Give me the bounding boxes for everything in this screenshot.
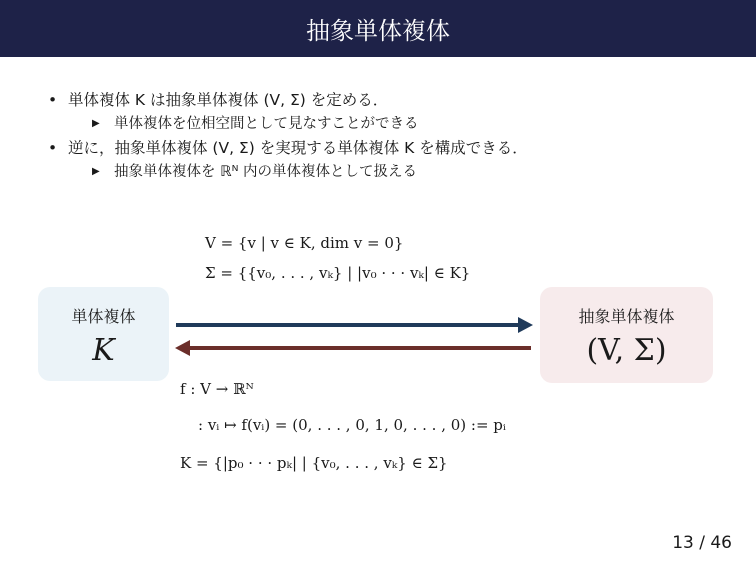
formula-vertex-set: V = {v | v ∈ K, dim v = 0} [205, 234, 404, 252]
right-arrow-icon [176, 317, 533, 333]
bullet-text: 逆に，抽象単体複体 (V, Σ) を実現する単体複体 K を構成できる． [68, 139, 528, 157]
left-arrow-icon [175, 340, 531, 356]
abstract-complex-label: 抽象単体複体 [578, 307, 675, 326]
triangle-bullet-icon: ▶ [92, 118, 100, 129]
slide-title: 抽象単体複体 [306, 17, 450, 45]
formula-map-rule: : vᵢ ↦ f(vᵢ) = (0, . . . , 0, 1, 0, . . . , 0) := pᵢ [198, 416, 506, 434]
sub-bullet-text: 単体複体を位相空間として見なすことができる [114, 116, 419, 132]
bullet-text: 単体複体 K は抽象単体複体 (V, Σ) を定める． [68, 91, 389, 109]
triangle-bullet-icon: ▶ [92, 166, 100, 177]
formula-map-def: f : V → ℝᴺ [180, 380, 254, 398]
page-number: 13 / 46 [672, 533, 732, 553]
bullet-dot-icon: • [48, 91, 58, 109]
formula-realization: K = {|p₀ · · · pₖ| | {v₀, . . . , vₖ} ∈ Σ} [180, 454, 448, 472]
abstract-complex-symbol: (V, Σ) [586, 333, 667, 368]
bullet-dot-icon: • [48, 139, 58, 157]
formula-simplex-set: Σ = {{v₀, . . . , vₖ} | |v₀ · · · vₖ| ∈ K} [205, 264, 471, 282]
simplicial-complex-label: 単体複体 [71, 307, 136, 326]
simplicial-complex-symbol: K [92, 333, 115, 368]
sub-bullet-text: 抽象単体複体を ℝᴺ 内の単体複体として扱える [114, 164, 418, 180]
